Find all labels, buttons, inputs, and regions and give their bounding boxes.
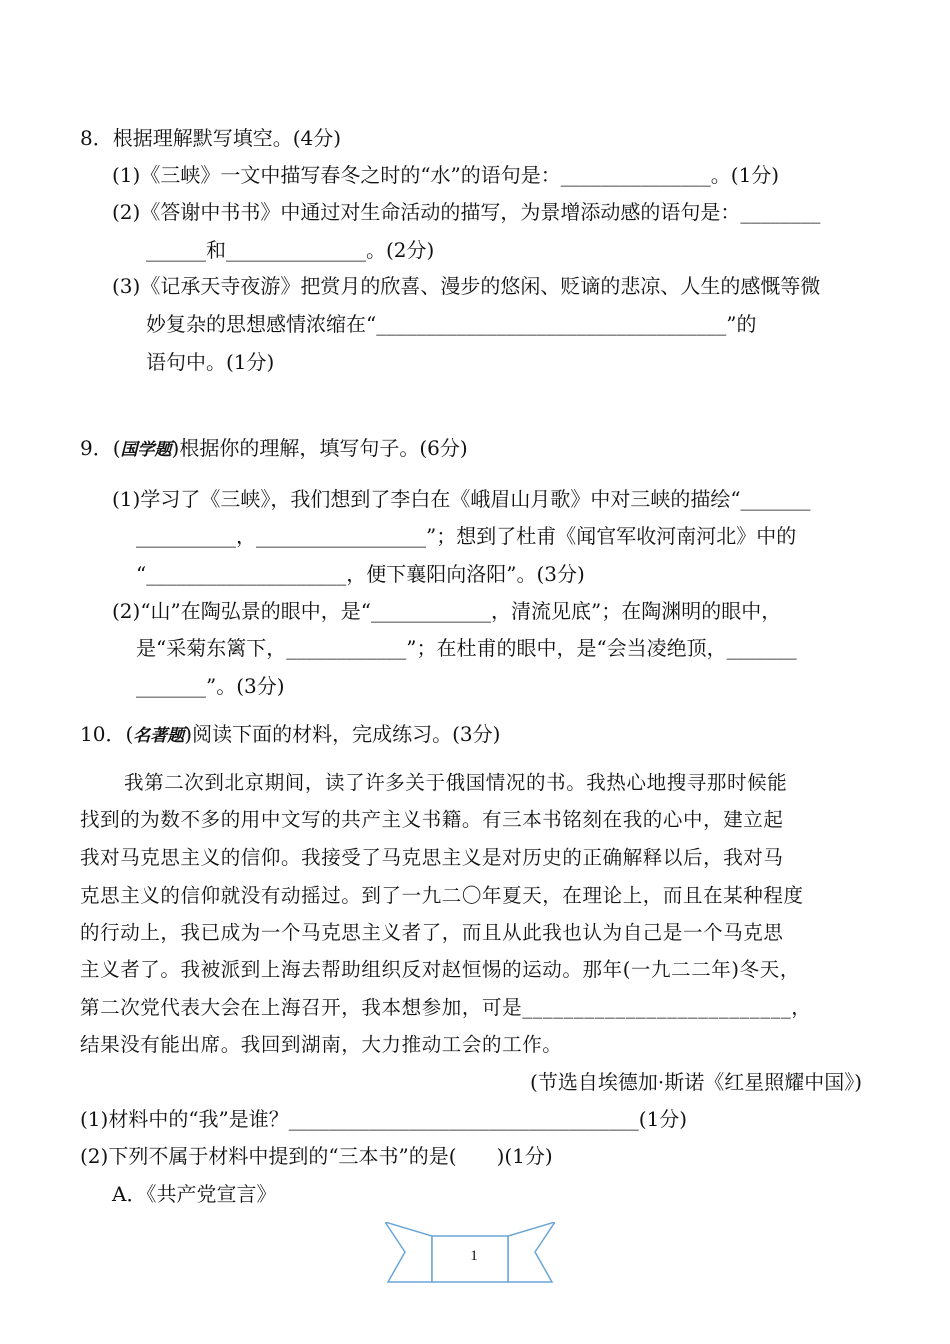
q9-header [80, 434, 468, 464]
q10-sub-question-2: (2)下列不属于材料中提到的“三本书”的是( )(1分) [80, 1144, 553, 1168]
q10-header [80, 720, 500, 750]
q10-title: )阅读下面的材料，完成练习。(3分) [184, 722, 501, 746]
page-number: 1 [470, 1248, 478, 1264]
q9-title: )根据你的理解，填写句子。(6分) [171, 436, 468, 460]
q9-category-tag: 国学题 [120, 440, 172, 460]
q8-item-3-line-2: 妙复杂的思想感情浓缩在“___________________________________”的 [146, 312, 757, 336]
q8-header: 8．根据理解默写填空。(4分) [80, 126, 342, 150]
q8-item-3-line-1: (3)《记承天寺夜游》把赏月的欣喜、漫步的悠闲、贬谪的悲凉、人生的感慨等微 [112, 274, 821, 298]
passage-line: 找到的为数不多的用中文写的共产主义书籍。有三本书铭刻在我的心中，建立起 [80, 808, 784, 831]
q9-number: 9．( [80, 436, 121, 460]
passage-line: 克思主义的信仰就没有动摇过。到了一九二〇年夏天，在理论上，而且在某种程度 [80, 884, 804, 907]
q10-number: 10．( [80, 722, 134, 746]
q10-option-a [112, 1180, 276, 1208]
q10-sub-question-1: (1)材料中的“我”是谁？___________________________________(1分) [80, 1107, 688, 1131]
q9-item-1-line-2: __________，_________________”；想到了杜甫《闻官军收河南河北》中的 [136, 524, 797, 548]
q10-category-tag: 名著题 [133, 726, 185, 746]
passage-line: 第二次党代表大会在上海召开，我本想参加，可是__________________________， [80, 996, 812, 1019]
passage-line: 我第二次到北京期间，读了许多关于俄国情况的书。我热心地搜寻那时候能 [124, 771, 788, 794]
passage-line: 的行动上，我已成为一个马克思主义者了，而且从此我也认为自己是一个马克思 [80, 921, 784, 944]
q9-item-1-line-1: (1)学习了《三峡》，我们想到了李白在《峨眉山月歌》中对三峡的描绘“_______ [112, 487, 811, 511]
option-a-label: A． [112, 1182, 147, 1206]
q9-item-2-line-1: (2)“山”在陶弘景的眼中，是“____________，清流见底”；在陶渊明的眼中， [112, 599, 782, 623]
q9-item-2-line-3: _______”。(3分) [136, 674, 285, 698]
passage-line: 主义者了。我被派到上海去帮助组织反对赵恒惕的运动。那年(一九二二年)冬天， [80, 958, 800, 981]
q8-item-2-line-2: ______和______________。(2分) [146, 238, 435, 262]
q9-item-2-line-2: 是“采菊东篱下，____________”；在杜甫的眼中，是“会当凌绝顶，_______ [136, 636, 797, 660]
passage-line: 结果没有能出席。我回到湖南，大力推动工会的工作。 [80, 1033, 563, 1056]
option-a-text: 《共产党宣言》 [146, 1182, 277, 1206]
q8-item-1: (1)《三峡》一文中描写春冬之时的“水”的语句是：_______________。(1分) [112, 163, 780, 187]
q9-item-1-line-3: “____________________，便下襄阳向洛阳”。(3分) [136, 562, 585, 586]
passage-line: 我对马克思主义的信仰。我接受了马克思主义是对历史的正确解释以后，我对马 [80, 846, 784, 869]
passage-source: (节选自埃德加·斯诺《红星照耀中国》) [530, 1070, 862, 1094]
q8-item-2-line-1: (2)《答谢中书书》中通过对生命活动的描写，为景增添动感的语句是：________ [112, 200, 821, 224]
q8-item-3-line-3: 语句中。(1分) [146, 350, 275, 374]
